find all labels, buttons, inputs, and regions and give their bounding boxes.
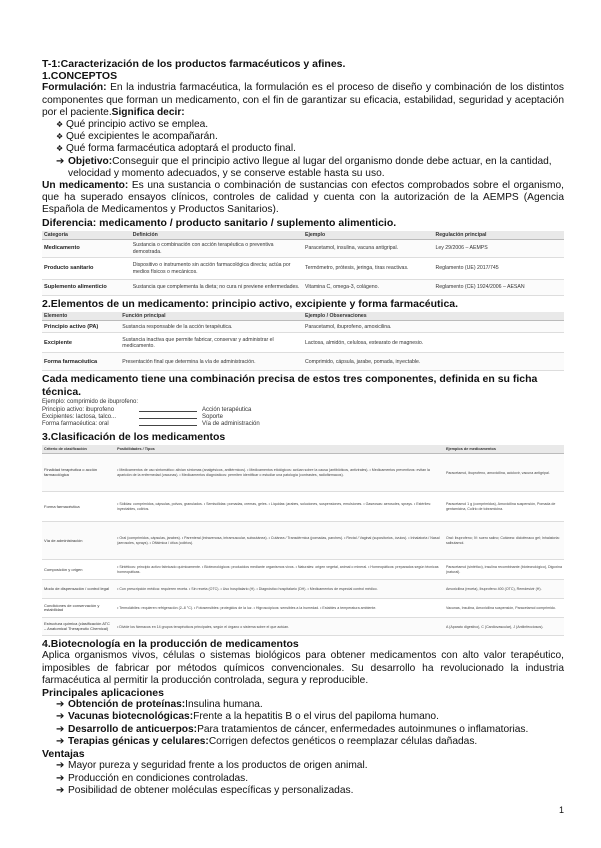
arrow-line: [139, 425, 197, 426]
elements-table: [42, 312, 564, 371]
arrow-line: [139, 411, 197, 412]
table-header: Función principal: [120, 312, 303, 321]
table-header: Regulación principal: [433, 231, 564, 240]
arrow-bullet-icon: ➔: [56, 723, 65, 735]
table-row: Principio activo (PA) Sustancia responsable de la acción terapéutica. Paracetamol, ibuprofeno, amoxicilina.: [42, 321, 564, 333]
arrow-bullet-icon: ➔: [56, 760, 65, 772]
table-row: Modo de dispensación / control legal • Con prescripción médica: requieren receta. • Sin receta (OTC). • Uso hospitalario (H). • Diagnóstico hospitalario (DH). • Medicamentos de especial control médico. Amoxicilina (receta), Ibuprofeno 400 (OTC), Remdesivir (H).: [42, 580, 564, 599]
biotecnologia-paragraph: Aplica organismos vivos, células o sistemas biológicos para obtener medicamentos con alto valor terapéutico, imposibles de fabricar por métodos químicos convencionales. Su desarrollo ha revolucionado la industria farmacéutica al permitir la producción controlada, segura y reproducible.: [42, 650, 564, 686]
table-row: Suplemento alimenticio Sustancia que complementa la dieta; no cura ni previene enfermedades. Vitamina C, omega-3, colágeno. Reglamento (CE) 1924/2006 – AESAN: [42, 280, 564, 296]
table-1-image: [42, 231, 564, 296]
table-row: Forma farmacéutica • Sólidas: comprimidos, cápsulas, polvos, granulados. • Semisólidas: pomadas, cremas, geles. • Líquidas: jarabes, soluciones, suspensiones, emulsiones. • Gaseosas: aerosoles, sprays. • Estériles: inyectables, colirios. Paracetamol 1 g (comprimidos), Amoxicilina suspensión, Pomada de gentamicina, Colirio de tobramicina.: [42, 492, 564, 522]
significa-label: Significa decir:: [111, 106, 185, 118]
table-row: Estructura química (clasificación ATC – Anatomical Therapeutic Chemical) • Divide los fármacos en 14 grupos terapéuticos principales, según el órgano o sistema sobre el que actúan. A (Aparato digestivo), C (Cardiovascular), J (Antiinfecciosos).: [42, 618, 564, 636]
table-row: Excipiente Sustancia inactiva que permite fabricar, conservar y administrar el medicamento. Lactosa, almidón, celulosa, estearato de magnesio.: [42, 333, 564, 353]
diferencia-heading: Diferencia: medicamento / producto sanitario / suplemento alimenticio.: [42, 216, 397, 229]
section-3-heading: 3.Clasificación de los medicamentos: [42, 430, 226, 443]
table-3-image: [42, 445, 564, 636]
ventajas-heading: Ventajas: [42, 748, 85, 761]
list-item: ➔ Obtención de proteínas:Insulina humana.: [56, 699, 263, 711]
aplicaciones-heading: Principales aplicaciones: [42, 687, 164, 700]
table-header: Definición: [131, 231, 303, 240]
table-header: Posibilidades / Tipos: [115, 445, 444, 454]
page-number: 1: [559, 805, 565, 815]
table-row: Composición y origen • Sintéticos: principio activo fabricado químicamente. • Biotecnológicos: producidos mediante organismos vivos. • Naturales: origen vegetal, animal o mineral. • Homeopáticos: preparados según técnicas homeopáticas. Paracetamol (sintético), insulina recombinante (biotecnológico), Digoxina (natural).: [42, 560, 564, 580]
arrow-bullet-icon: ➔: [56, 155, 65, 167]
arrow-line: [139, 418, 197, 419]
table-header: Categoría: [42, 231, 131, 240]
formulacion-paragraph: [42, 82, 564, 119]
medicamento-paragraph: Un medicamento: Es una sustancia o combinación de sustancias con efectos comprobados sobre el organismo, que ha superado ensayos clínicos, controles de calidad y cuenta con la autorización de la AEMPS (Agencia Española de Medicamentos y Productos Sanitarios).: [42, 180, 564, 216]
diamond-bullet-icon: ❖: [56, 120, 64, 130]
list-item: ➔ Vacunas biotecnológicas:Frente a la hepatitis B o el virus del papiloma humano.: [56, 711, 439, 723]
list-item: ➔ Desarrollo de anticuerpos:Para tratamientos de cáncer, enfermedades autoinmunes o inflamatorias.: [56, 723, 529, 735]
table-header: Ejemplos de medicamentos: [444, 445, 564, 454]
formulacion-label: Formulación:: [42, 82, 107, 94]
classification-table: [42, 445, 564, 636]
objetivo-item: ➔ Objetivo:Conseguir que el principio activo llegue al lugar del organismo donde debe actuar, en la cantidad, velocidad y momento adecuados, y se conserve estable hasta su uso.: [56, 155, 552, 179]
list-item: ➔ Producción en condiciones controladas.: [56, 772, 249, 784]
arrow-bullet-icon: ➔: [56, 772, 65, 784]
table-row: Finalidad terapéutica o acción farmacológica • Medicamentos de uso sintomático: alivian síntomas (analgésicos, antitérmicos). • Medicamentos etiológicos: actúan sobre la causa (antibióticos, antivirales). • Medicamentos preventivos: evitan la aparición de la enfermedad (vacunas). • Medicamentos diagnósticos: permiten identificar o estudiar una patología (contrastes, radiofármacos). Paracetamol, ibuprofeno, amoxicilina, aciclovir, vacuna antigripal.: [42, 454, 564, 492]
list-item: ❖ Qué forma farmacéutica adoptará el producto final.: [56, 143, 296, 155]
scheme-left-item: Principio activo: ibuprofeno: [42, 406, 115, 413]
ibuprofen-scheme: [42, 399, 564, 429]
table-row: Medicamento Sustancia o combinación con acción terapéutica o preventiva demostrada. Paracetamol, insulina, vacuna antigripal. Ley 29/2006 – AEMPS: [42, 240, 564, 258]
table-row: Producto sanitario Dispositivo o instrumento sin acción farmacológica directa; actúa por medios físicos o mecánicos. Termómetro, prótesis, jeringa, tiras reactivas. Reglamento (UE) 2017/745: [42, 258, 564, 280]
document-page: [42, 58, 564, 797]
table-row: Condiciones de conservación y estabilidad • Termolábiles: requieren refrigeración (2–8 °C). • Fotosensibles: protegidos de la luz. • Higroscópicos: sensibles a la humedad. • Estables a temperatura ambiente. Vacunas, Insulina, Amoxicilina suspensión, Paracetamol comprimido.: [42, 599, 564, 618]
table-header: Ejemplo: [303, 231, 434, 240]
diamond-bullet-icon: ❖: [56, 144, 64, 154]
formulacion-text: En la industria farmacéutica, la formulación es el proceso de diseño y combinación de los distintos componentes que forman un medicamento, con el fin de garantizar su eficacia, estabilidad, seguridad y aceptación por el paciente.: [42, 82, 565, 118]
table-row: Forma farmacéutica Presentación final que determina la vía de administración. Comprimido, cápsula, jarabe, pomada, inyectable.: [42, 353, 564, 371]
arrow-bullet-icon: ➔: [56, 735, 65, 747]
scheme-left-item: Excipientes: lactosa, talco...: [42, 413, 117, 420]
scheme-right-item: Vía de administración: [202, 420, 260, 427]
table-2-image: [42, 312, 564, 371]
categories-table: [42, 231, 564, 296]
arrow-bullet-icon: ➔: [56, 784, 65, 796]
document-title: T-1:Caracterización de los productos farmacéuticos y afines.: [42, 58, 346, 70]
table-header: Elemento: [42, 312, 120, 321]
arrow-bullet-icon: ➔: [56, 711, 65, 723]
arrow-bullet-icon: ➔: [56, 699, 65, 711]
diamond-bullet-icon: ❖: [56, 132, 64, 142]
list-item: ➔ Terapias génicas y celulares:Corrigen defectos genéticos o reemplazar células dañadas.: [56, 735, 478, 747]
list-item: ❖ Qué principio activo se emplea.: [56, 119, 209, 131]
table-header: Criterio de clasificación: [42, 445, 115, 454]
section-4-heading: 4.Biotecnología en la producción de medicamentos: [42, 638, 299, 651]
section-1-heading: 1.CONCEPTOS: [42, 70, 118, 83]
list-item: ❖ Qué excipientes le acompañarán.: [56, 131, 218, 143]
list-item: ➔ Posibilidad de obtener moléculas específicas y personalizadas.: [56, 784, 354, 796]
scheme-left-item: Forma farmacéutica: oral: [42, 420, 109, 427]
scheme-title: Ejemplo: comprimido de ibuprofeno:: [42, 398, 139, 405]
list-item: ➔ Mayor pureza y seguridad frente a los productos de origen animal.: [56, 760, 368, 772]
table-row: Vía de administración • Oral (comprimidos, cápsulas, jarabes). • Parenteral (intravenosa, intramuscular, subcutánea). • Cutánea / Transdérmica (pomadas, parches). • Rectal / Vaginal (supositorios, óvulos). • Inhalatoria / Nasal (aerosoles, sprays). • Oftálmica / ótica (colirios). Oral: ibuprofeno; IV: suero salino; Cutánea: diclofenaco gel; Inhalatoria: salbutamol.: [42, 522, 564, 560]
table-header: Ejemplo / Observaciones: [303, 312, 564, 321]
scheme-right-item: Acción terapéutica: [202, 406, 252, 413]
section-2-heading: 2.Elementos de un medicamento: principio activo, excipiente y forma farmacéutica.: [42, 298, 459, 311]
cada-medicamento-heading: Cada medicamento tiene una combinación precisa de estos tres componentes, definida en su ficha técnica.: [42, 373, 538, 398]
scheme-right-item: Soporte: [202, 413, 224, 420]
